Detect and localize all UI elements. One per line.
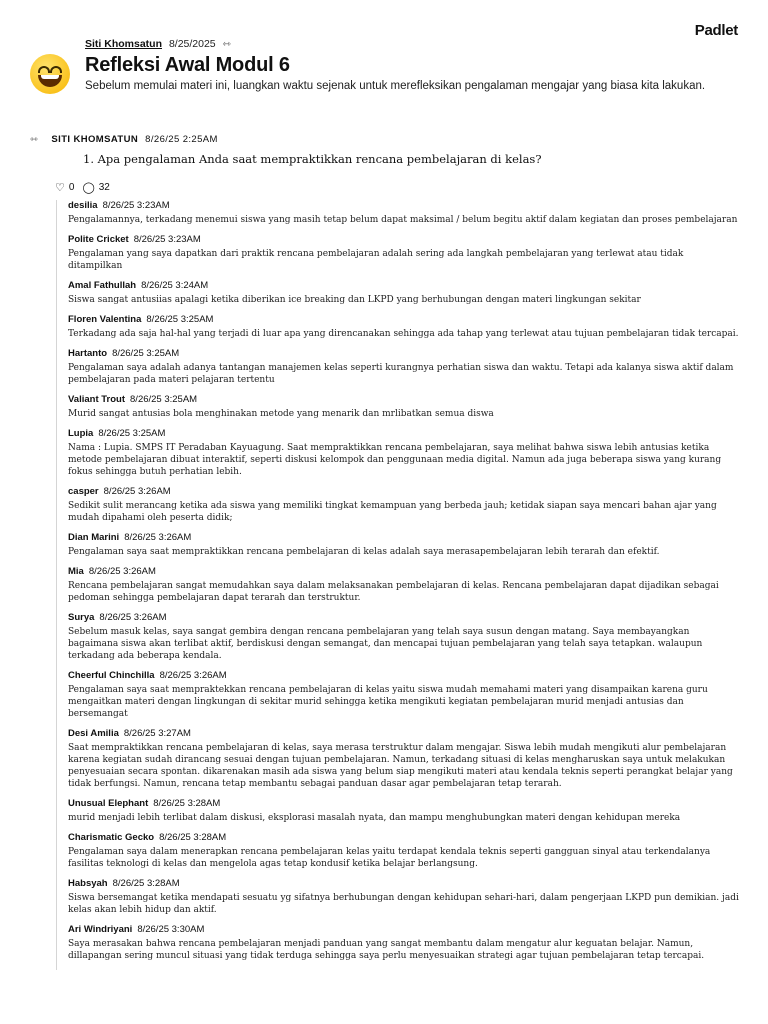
comment-author: Charismatic Gecko [68, 832, 155, 843]
comment-item [57, 486, 739, 524]
comment-time: 8/26/25 3:23AM [133, 234, 201, 245]
comment-time: 8/26/25 3:26AM [124, 532, 192, 543]
comment-author: Unusual Elephant [68, 798, 149, 809]
link-icon[interactable]: ⇿ [222, 39, 231, 50]
comment-time: 8/26/25 3:30AM [137, 924, 205, 935]
board-date: 8/25/2025 [168, 38, 216, 50]
comment-header [68, 728, 739, 740]
comment-header [68, 314, 739, 326]
comment-author: Cheerful Chinchilla [68, 670, 155, 681]
comment-time: 8/26/25 3:25AM [98, 428, 166, 439]
comment-time: 8/26/25 3:26AM [159, 670, 227, 681]
comment-author: Surya [68, 612, 95, 623]
comment-text: Terkadang ada saja hal-hal yang terjadi di luar apa yang direncanakan sehingga ada tahap yang terlewat atau tujuan pembelajaran tidak tercapai. [68, 329, 739, 339]
comment-author: desilia [68, 200, 98, 211]
comment-text: Sebelum masuk kelas, saya sangat gembira dengan rencana pembelajaran yang telah saya susun dengan matang. Saya membayangkan bagaimana siswa akan terlibat aktif, berdiskusi dengan semangat, dan mencapai tujuan pembelajaran yang telah saya tetapkan. walaupun terkadang ada beberapa kendala. [68, 627, 703, 661]
comment-list [56, 200, 739, 970]
comment-text: Pengalamannya, terkadang menemui siswa yang masih tetap belum dapat maksimal / belum begitu aktif dalam kegiatan dan proses pembelajaran [68, 215, 738, 225]
post-date: 8/26/25 2:25AM [145, 134, 218, 145]
grinning-face-icon [30, 54, 70, 94]
comment-text: Pengalaman saya adalah adanya tantangan manajemen kelas seperti kurangnya perhatian siswa dan waktu. Tetapi ada kalanya siswa aktif dalam pembelajaran pada materi pelajaran tertentu [68, 363, 734, 385]
comment-header [68, 348, 739, 360]
comment-item [57, 394, 739, 420]
comment-text: Saya merasakan bahwa rencana pembelajaran menjadi panduan yang sangat membantu dalam mengatur alur keguatan belajar. Namun, dillapangan sering muncul situasi yang tidak terduga sehingga saya perlu menyesuaikan strategi agar tujuan pembelajaran tetap tercapai. [68, 939, 705, 961]
comment-text: Pengalaman saya dalam menerapkan rencana pembelajaran kelas yaitu terdapat kendala teknis seperti gangguan sinyal atau terkendalanya fasilitas teknologi di kelas dan mengelola agas tetap kondusif ketika belajar berlangsung. [68, 847, 711, 869]
comment-header [68, 566, 739, 578]
comment-time: 8/26/25 3:25AM [146, 314, 214, 325]
comment-text: Pengalaman saya saat mempraktikkan rencana pembelajaran di kelas adalah saya merasapembelajaran lebih terarah dan efektif. [68, 547, 660, 557]
post-question: 1. Apa pengalaman Anda saat mempraktikkan rencana pembelajaran di kelas? [83, 152, 542, 166]
page-title: Refleksi Awal Modul 6 [85, 54, 290, 76]
comment-item [57, 428, 739, 478]
comment-header [68, 612, 739, 624]
comment-author: Mia [68, 566, 84, 577]
comment-text: Nama : Lupia. SMPS IT Peradaban Kayuagung. Saat mempraktikkan rencana pembelajaran, saya melihat bahwa siswa lebih antusias ketika metode pembelajaran dibuat interaktif, seperti diskusi kelompok dan penggunaan media digital. Namun ada juga beberapa siswa yang kurang fokus sehingga butuh perhatian lebih. [68, 443, 722, 477]
comment-header [68, 234, 739, 246]
comment-author: Amal Fathullah [68, 280, 137, 291]
comment-time: 8/26/25 3:27AM [123, 728, 191, 739]
comment-text: murid menjadi lebih terlibat dalam diskusi, eksplorasi masalah nyata, dan mampu menghubungkan materi dengan kehidupan mereka [68, 813, 681, 823]
comment-header [68, 670, 739, 682]
comment-time: 8/26/25 3:28AM [159, 832, 227, 843]
comment-time: 8/26/25 3:26AM [99, 612, 167, 623]
comment-author: Desi Amilia [68, 728, 119, 739]
post-card [30, 134, 740, 194]
comment-item [57, 234, 739, 272]
comment-text: Saat mempraktikkan rencana pembelajaran di kelas, saya merasa terstruktur dalam mengajar. Siswa lebih mudah mengikuti alur pembelajaran karena kegiatan sudah dirancang sesuai dengan tujuan pembelajaran. Namun, terkadang situasi di kelas mengharuskan saya untuk melakukan penyesuaian secara spontan. dikarenakan masih ada siswa yang belum siap mengikuti materi atau kendala teknis seperti perangkat belajar yang tidak berfungsi. Namun, rencana tetap membantu sebagai panduan dasar agar pembelajaran tetap terarah. [68, 743, 733, 789]
comment-time: 8/26/25 3:23AM [102, 200, 170, 211]
comment-count: 32 [98, 182, 110, 193]
comment-item [57, 670, 739, 720]
board-description: Sebelum memulai materi ini, luangkan waktu sejenak untuk merefleksikan pengalaman mengajar yang biasa kita lakukan. [85, 80, 706, 92]
comment-text: Murid sangat antusias bola menghinakan metode yang menarik dan mrlibatkan semua diswa [68, 409, 494, 419]
comment-text: Pengalaman saya saat mempraktekkan rencana pembelajaran di kelas yaitu siswa mudah memahami materi yang disampaikan karena guru mengaitkan materi dengan lingkungan di sekitar murid sehingga ketika mengikuti kegiatan pembelajaran murid menjadi antusias dan bersemangat [68, 685, 708, 719]
comment-item [57, 314, 739, 340]
comment-item [57, 878, 739, 916]
comment-header [68, 394, 739, 406]
comment-time: 8/26/25 3:25AM [112, 348, 180, 359]
comment-time: 8/26/25 3:24AM [141, 280, 209, 291]
post-header [30, 134, 740, 145]
comment-header [68, 798, 739, 810]
comment-header [68, 878, 739, 890]
comment-item [57, 348, 739, 386]
comment-time: 8/26/25 3:28AM [112, 878, 180, 889]
post-author: SITI KHOMSATUN [51, 134, 139, 145]
comment-header [68, 924, 739, 936]
comment-author: Valiant Trout [68, 394, 126, 405]
comment-header [68, 532, 739, 544]
comment-time: 8/26/25 3:26AM [103, 486, 171, 497]
comment-icon[interactable]: ◯ [82, 182, 95, 194]
comment-item [57, 612, 739, 662]
comment-author: casper [68, 486, 99, 497]
comment-author: Lupia [68, 428, 94, 439]
comment-author: Ari Windriyani [68, 924, 133, 935]
comment-header [68, 486, 739, 498]
comment-text: Siswa bersemangat ketika mendapati sesuatu yg sifatnya berhubungan dengan kehidupan sehari-hari, dalam pengerjaan LKPD pun demikian. jadi kelas akan lebih hidup dan aktif. [68, 893, 739, 915]
comment-item [57, 532, 739, 558]
comment-item [57, 924, 739, 962]
comment-item [57, 728, 739, 790]
comment-author: Habsyah [68, 878, 108, 889]
comment-header [68, 832, 739, 844]
comment-author: Polite Cricket [68, 234, 129, 245]
comment-item [57, 798, 739, 824]
comment-author: Dian Marini [68, 532, 120, 543]
comment-time: 8/26/25 3:28AM [153, 798, 221, 809]
post-link-icon[interactable]: ⇿ [30, 134, 39, 145]
comment-time: 8/26/25 3:26AM [88, 566, 156, 577]
comment-header [68, 428, 739, 440]
comment-item [57, 566, 739, 604]
comment-text: Siswa sangat antusiias apalagi ketika diberikan ice breaking dan LKPD yang berhubungan dengan materi lingkungan sekitar [68, 295, 641, 305]
heart-icon[interactable]: ♡ [55, 182, 65, 194]
comment-header [68, 280, 739, 292]
comment-header [68, 200, 739, 212]
comment-time: 8/26/25 3:25AM [130, 394, 198, 405]
comment-author: Floren Valentina [68, 314, 142, 325]
post-reactions [55, 181, 110, 194]
comment-text: Sedikit sulit merancang ketika ada siswa yang memiliki tingkat kemampuan yang berbeda jauh; ketidak siapan saya mencari bahan ajar yang mudah dipahami oleh peserta didik; [68, 501, 717, 523]
comment-item [57, 280, 739, 306]
comment-item [57, 832, 739, 870]
board-author-link[interactable]: Siti Khomsatun [85, 38, 163, 50]
comment-text: Pengalaman yang saya dapatkan dari praktik rencana pembelajaran adalah sering ada langkah pembelajaran yang terlewat atau tidak ditampilkan [68, 249, 684, 271]
comment-item [57, 200, 739, 226]
padlet-logo[interactable]: Padlet [694, 22, 738, 39]
like-count: 0 [68, 182, 75, 193]
comment-author: Hartanto [68, 348, 108, 359]
comment-text: Rencana pembelajaran sangat memudahkan saya dalam melaksanakan pembelajaran di kelas. Rencana pembelajaran dapat dijadikan sebagai pedoman sehingga pembelajaran dapat terarah dan terstruktur. [68, 581, 719, 603]
board-author-line [85, 38, 231, 50]
